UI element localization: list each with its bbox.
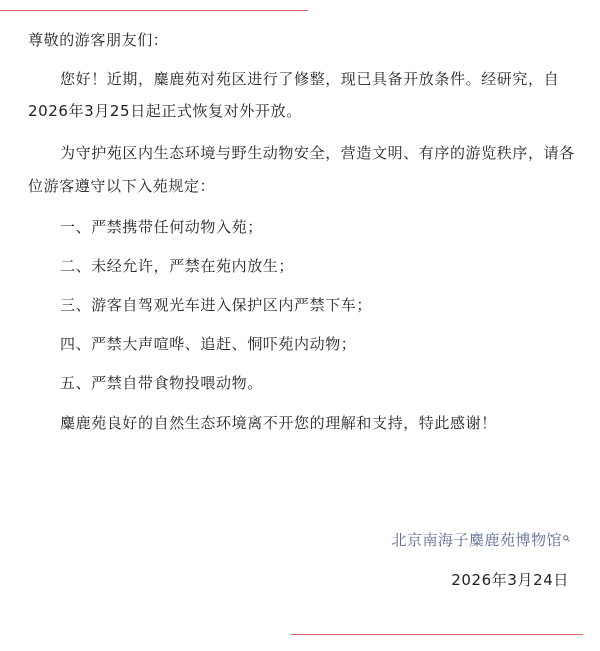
paragraph-1-line-1: 您好！近期，麋鹿苑对苑区进行了修整，现已具备开放条件。经研究，自 (60, 70, 560, 88)
rule-item: 三、游客自驾观光车进入保护区内严禁下车； (60, 296, 373, 314)
signature-organization (391, 530, 570, 550)
paragraph-2-line-1: 为守护苑区内生态环境与野生动物安全，营造文明、有序的游览秩序，请各 (60, 144, 575, 162)
salutation: 尊敬的游客朋友们： (28, 31, 169, 49)
bottom-divider-line (291, 634, 583, 635)
search-icon (563, 530, 570, 550)
paragraph-2-line-2: 位游客遵守以下入苑规定： (28, 177, 216, 195)
rule-item: 四、严禁大声喧哗、追赶、恫吓苑内动物； (60, 335, 357, 353)
rule-item: 五、严禁自带食物投喂动物。 (60, 374, 263, 392)
signature-text: 北京南海子麋鹿苑博物馆 (391, 531, 562, 549)
paragraph-1-line-2: 2026年3月25日起正式恢复对外开放。 (28, 102, 302, 120)
closing-statement: 麋鹿苑良好的自然生态环境离不开您的理解和支持，特此感谢！ (60, 414, 497, 432)
rule-item: 一、严禁携带任何动物入苑； (60, 218, 263, 236)
rule-item: 二、未经允许，严禁在苑内放生； (60, 257, 295, 275)
issue-date: 2026年3月24日 (451, 571, 569, 589)
